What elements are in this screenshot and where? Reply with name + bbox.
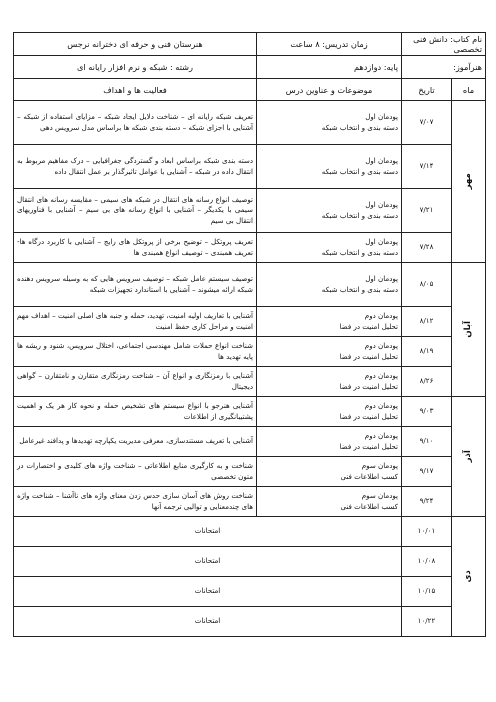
table-row [14, 517, 486, 547]
topic-cell [257, 145, 402, 189]
module-name: پودمان اول [365, 155, 398, 165]
column-header-date: تاریخ [402, 79, 452, 101]
table-row [14, 367, 486, 397]
table-row [14, 145, 486, 189]
date-cell: ۱۰/۲۲ [402, 607, 452, 637]
date-cell: ۷/۱۴ [402, 145, 452, 189]
table-row [14, 487, 486, 517]
topic-name: تحلیل امنیت در فضا [339, 411, 398, 421]
table-row [14, 263, 486, 307]
topic-name: کسب اطلاعات فنی [340, 471, 398, 481]
module-name: پودمان سوم [361, 490, 398, 500]
module-name: پودمان اول [365, 236, 398, 246]
table-row [14, 547, 486, 577]
goal-cell: تعریف شبکه رایانه ای – شناخت دلایل ایجاد شبکه – مزایای استفاده از شبکه – آشنایی با اجزای شبکه – دسته بندی شبکه ها براساس مدل سرویس دهی [14, 101, 257, 145]
header-row-1 [14, 33, 486, 56]
exam-cell: امتحانات [14, 577, 402, 607]
module-name: پودمان اول [365, 273, 398, 283]
topic-name: دسته بندی و انتخاب شبکه [321, 247, 398, 257]
teacher-label: هنرآموز: [402, 56, 486, 79]
topic-name: تحلیل امنیت در فضا [339, 441, 398, 451]
field-label: رشته : شبکه و نرم افزار رایانه ای [14, 56, 257, 79]
exam-cell: امتحانات [14, 547, 402, 577]
topic-cell [257, 233, 402, 263]
month-label: آبان [463, 321, 474, 338]
date-cell: ۷/۲۱ [402, 189, 452, 233]
date-cell: ۸/۱۲ [402, 307, 452, 337]
date-cell: ۱۰/۰۸ [402, 547, 452, 577]
goal-cell: آشنایی با رمزنگاری و انواع آن – شناخت رمزنگاری متقارن و نامتقارن – گواهی دیجیتال [14, 367, 257, 397]
month-cell [452, 517, 486, 637]
school-name: هنرستان فنی و حرفه ای دخترانه نرجس [14, 33, 257, 56]
table-row [14, 607, 486, 637]
month-label: آذر [463, 450, 474, 463]
goal-cell: توصیف سیستم عامل شبکه – توصیف سرویس هایی که به وسیله سرویس دهنده شبکه ارائه میشوند – آشنایی با استاندارد تجهیزات شبکه [14, 263, 257, 307]
month-cell [452, 101, 486, 263]
topic-cell [257, 189, 402, 233]
topic-cell [257, 307, 402, 337]
table-row [14, 101, 486, 145]
goal-cell: شناخت و به کارگیری منابع اطلاعاتی – شناخت واژه های کلیدی و اختصارات در متون تخصصی [14, 457, 257, 487]
module-name: پودمان دوم [364, 400, 398, 410]
column-header-month: ماه [452, 79, 486, 101]
column-header-topics: موضوعات و عناوین درس [257, 79, 402, 101]
date-cell: ۱۰/۱۵ [402, 577, 452, 607]
exam-cell: امتحانات [14, 517, 402, 547]
date-cell: ۷/۰۷ [402, 101, 452, 145]
date-cell: ۹/۱۰ [402, 427, 452, 457]
month-cell [452, 397, 486, 517]
module-name: پودمان دوم [364, 370, 398, 380]
header-row-2 [14, 56, 486, 79]
goal-cell: تعریف پروتکل – توضیح برخی از پروتکل های رایج – آشنایی با کاربرد درگاه ها- تعریف همبندی – توصیف انواع همبندی ها [14, 233, 257, 263]
module-name: پودمان دوم [364, 430, 398, 440]
date-cell: ۹/۲۴ [402, 487, 452, 517]
table-row [14, 427, 486, 457]
module-name: پودمان سوم [361, 460, 398, 470]
goal-cell: دسته بندی شبکه براساس ابعاد و گستردگی جغرافیایی – درک مفاهیم مربوط به انتقال داده در شبکه – آشنایی با عوامل تاثیرگذار بر عمل انتقال داده [14, 145, 257, 189]
goal-cell: آشنایی با تعاریف اولیه امنیت، تهدید، حمله و جنبه های اصلی امنیت – اهداف مهم امنیت و مراحل کاری حفظ امنیت [14, 307, 257, 337]
topic-name: دسته بندی و انتخاب شبکه [321, 284, 398, 294]
table-row [14, 307, 486, 337]
month-label: مهر [463, 173, 474, 190]
date-cell: ۷/۲۸ [402, 233, 452, 263]
topic-name: دسته بندی و انتخاب شبکه [321, 210, 398, 220]
topic-cell [257, 487, 402, 517]
goal-cell: آشنایی با تعریف مستندسازی، معرفی مدیریت یکپارچه تهدیدها و پدافند غیرعامل [14, 427, 257, 457]
topic-name: کسب اطلاعات فنی [340, 501, 398, 511]
goal-cell: شناخت انواع حملات شامل مهندسی اجتماعی، اختلال سرویس، شنود و ریشه ها پایه تهدید ها [14, 337, 257, 367]
month-label: دی [463, 570, 474, 583]
column-header-row [14, 79, 486, 101]
date-cell: ۹/۱۷ [402, 457, 452, 487]
goal-cell: شناخت روش های آسان سازی حدس زدن معنای واژه های ناآشنا – شناخت واژه های چندمعنایی و توالیی ترجمه آنها [14, 487, 257, 517]
topic-cell [257, 367, 402, 397]
module-name: پودمان اول [365, 111, 398, 121]
table-row [14, 397, 486, 427]
topic-name: تحلیل امنیت در فضا [339, 321, 398, 331]
month-cell [452, 263, 486, 397]
table-row [14, 457, 486, 487]
table-row [14, 337, 486, 367]
module-name: پودمان اول [365, 199, 398, 209]
teaching-hours: زمان تدریس: ۸ ساعت [257, 33, 402, 56]
table-row [14, 577, 486, 607]
book-name: نام کتاب: دانش فنی تخصصی [402, 33, 486, 56]
topic-name: تحلیل امنیت در فضا [339, 381, 398, 391]
topic-cell [257, 457, 402, 487]
topic-name: دسته بندی و انتخاب شبکه [321, 122, 398, 132]
lesson-plan-table [13, 32, 486, 637]
topic-cell [257, 337, 402, 367]
column-header-activities: فعالیت ها و اهداف [14, 79, 257, 101]
table-row [14, 189, 486, 233]
date-cell: ۹/۰۳ [402, 397, 452, 427]
goal-cell: آشنایی هنرجو با انواع سیستم های تشخیص حمله و نحوه کار هر یک و اهمیت پشتیبانگیری از اطلاعات [14, 397, 257, 427]
date-cell: ۸/۰۵ [402, 263, 452, 307]
exam-cell: امتحانات [14, 607, 402, 637]
goal-cell: توصیف انواع رسانه های انتقال در شبکه های سیمی – مقایسه رسانه های انتقال سیمی با یکدیگر – آشنایی با انواع رسانه های بی سیم – آشنایی با فناوریهای انتقال بی سیم [14, 189, 257, 233]
table-row [14, 233, 486, 263]
module-name: پودمان دوم [364, 340, 398, 350]
topic-cell [257, 263, 402, 307]
topic-cell [257, 101, 402, 145]
date-cell: ۸/۱۹ [402, 337, 452, 367]
grade-label: پایه: دوازدهم [257, 56, 402, 79]
module-name: پودمان دوم [364, 310, 398, 320]
topic-cell [257, 397, 402, 427]
topic-cell [257, 427, 402, 457]
date-cell: ۸/۲۶ [402, 367, 452, 397]
topic-name: تحلیل امنیت در فضا [339, 351, 398, 361]
topic-name: دسته بندی و انتخاب شبکه [321, 166, 398, 176]
date-cell: ۱۰/۰۱ [402, 517, 452, 547]
